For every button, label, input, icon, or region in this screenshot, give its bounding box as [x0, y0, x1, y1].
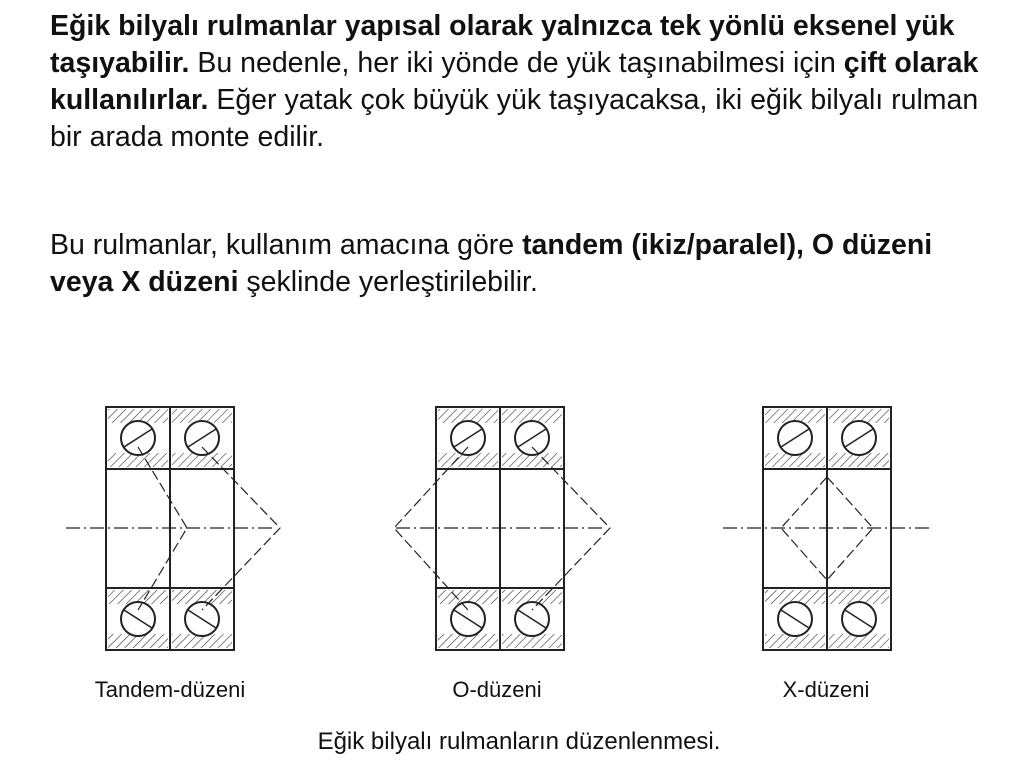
- paragraph-run: şeklinde yerleştirilebilir.: [238, 266, 538, 298]
- o-arrangement-drawing: [394, 407, 610, 650]
- figure-caption: Eğik bilyalı rulmanların düzenlenmesi.: [317, 728, 721, 755]
- paragraph-run: Bu rulmanlar, kullanım amacına göre: [50, 229, 523, 261]
- paragraph-run: Eğer yatak çok büyük yük taşıyacaksa, iki eğik bilyalı rulman bir arada monte edilir.: [50, 84, 979, 153]
- bearing-arrangements-diagram: [0, 380, 1024, 680]
- x-arrangement-drawing: [723, 407, 931, 650]
- arrangement-paragraph: [50, 227, 1000, 301]
- tandem-label: Tandem-düzeni: [94, 677, 246, 702]
- paragraph-run: çift olarak kullanılırlar.: [50, 47, 979, 116]
- paragraph-run: tandem (ikiz/paralel), O düzeni veya X düzeni: [50, 229, 933, 298]
- o-arrangement-label: O-düzeni: [452, 677, 542, 702]
- tandem-arrangement-drawing: [66, 407, 280, 650]
- x-arrangement-label: X-düzeni: [782, 677, 870, 702]
- paragraph-run: Bu nedenle, her iki yönde de yük taşınabilmesi için: [189, 47, 844, 79]
- paragraph-run: Eğik bilyalı rulmanlar yapısal olarak yalnızca tek yönlü eksenel yük taşıyabilir.: [50, 10, 955, 79]
- intro-paragraph: [50, 8, 1000, 156]
